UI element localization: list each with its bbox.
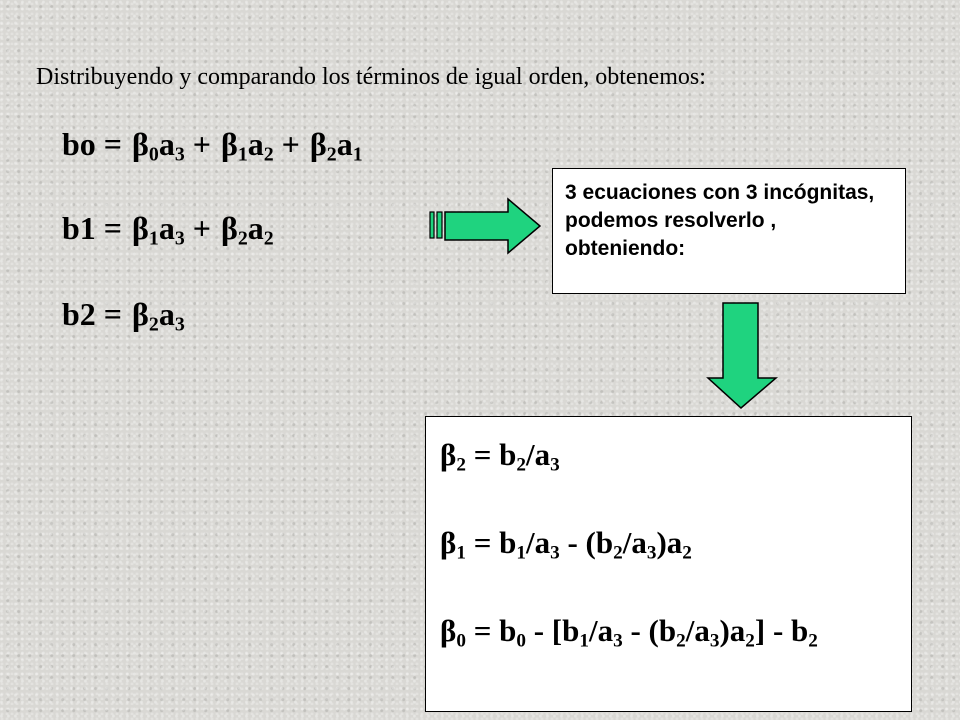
subscript: 1 bbox=[579, 630, 589, 652]
subscript: 1 bbox=[516, 542, 526, 564]
heading-text: Distribuyendo y comparando los términos de igual orden, obtenemos: bbox=[36, 64, 706, 90]
beta-symbol: β bbox=[132, 126, 149, 162]
equation-b1 bbox=[62, 210, 274, 250]
subscript: 2 bbox=[745, 630, 755, 652]
note-box bbox=[552, 168, 906, 294]
result-beta1 bbox=[438, 525, 692, 564]
subscript: 2 bbox=[613, 542, 623, 564]
equation-text: = b bbox=[465, 437, 517, 472]
equation-text: /a bbox=[525, 525, 551, 560]
beta-symbol: β bbox=[440, 437, 457, 472]
subscript: 0 bbox=[148, 143, 159, 166]
equation-text: - [b bbox=[525, 613, 580, 648]
subscript: 0 bbox=[516, 630, 526, 652]
equation-text: bo = bbox=[62, 126, 131, 162]
subscript: 0 bbox=[456, 630, 466, 652]
equation-text: a bbox=[158, 296, 175, 332]
equation-text: - (b bbox=[622, 613, 677, 648]
beta-symbol: β bbox=[440, 525, 457, 560]
subscript: 3 bbox=[174, 143, 185, 166]
equation-text: /a bbox=[588, 613, 614, 648]
equation-text: ] - b bbox=[754, 613, 809, 648]
equation-text: + bbox=[273, 126, 308, 162]
result-beta2 bbox=[438, 437, 560, 476]
beta-symbol: β bbox=[440, 613, 457, 648]
equation-text: + bbox=[184, 126, 219, 162]
subscript: 3 bbox=[646, 542, 657, 564]
equation-text: + bbox=[184, 210, 219, 246]
equation-text: a bbox=[336, 126, 353, 162]
equation-text: a bbox=[158, 210, 175, 246]
note-text: 3 ecuaciones con 3 incógnitas, podemos resolverlo , obteniendo: bbox=[565, 181, 875, 260]
subscript: 2 bbox=[516, 454, 526, 476]
equation-text: - (b bbox=[559, 525, 614, 560]
subscript: 1 bbox=[148, 227, 159, 250]
subscript: 2 bbox=[676, 630, 686, 652]
beta-symbol: β bbox=[132, 296, 149, 332]
equation-text: = b bbox=[465, 613, 517, 648]
equation-text: )a bbox=[719, 613, 746, 648]
subscript: 3 bbox=[613, 630, 623, 652]
subscript: 1 bbox=[456, 542, 466, 564]
subscript: 3 bbox=[550, 454, 560, 476]
equation-text: a bbox=[158, 126, 175, 162]
subscript: 2 bbox=[263, 143, 274, 166]
result-beta0 bbox=[438, 613, 818, 652]
beta-symbol: β bbox=[220, 126, 238, 162]
subscript: 2 bbox=[263, 227, 274, 250]
subscript: 1 bbox=[237, 143, 248, 166]
equation-text: b2 = bbox=[62, 296, 131, 332]
down-arrow-icon bbox=[706, 302, 778, 410]
subscript: 3 bbox=[174, 313, 185, 336]
subscript: 3 bbox=[709, 630, 720, 652]
equation-text: a bbox=[247, 126, 264, 162]
beta-symbol: β bbox=[220, 210, 238, 246]
equation-text: a bbox=[247, 210, 264, 246]
subscript: 3 bbox=[550, 542, 560, 564]
subscript: 3 bbox=[174, 227, 185, 250]
equation-text: /a bbox=[622, 525, 647, 560]
subscript: 2 bbox=[326, 143, 337, 166]
equation-text: = b bbox=[465, 525, 517, 560]
subscript: 2 bbox=[682, 542, 692, 564]
beta-symbol: β bbox=[132, 210, 149, 246]
subscript: 1 bbox=[352, 143, 363, 166]
result-box bbox=[425, 416, 912, 712]
subscript: 2 bbox=[237, 227, 248, 250]
striped-right-arrow-icon bbox=[430, 198, 542, 256]
equation-b2 bbox=[62, 296, 185, 336]
equation-text: b1 = bbox=[62, 210, 131, 246]
equation-bo bbox=[62, 126, 363, 166]
equation-text: )a bbox=[656, 525, 683, 560]
equation-text: /a bbox=[525, 437, 551, 472]
subscript: 2 bbox=[808, 630, 818, 652]
subscript: 2 bbox=[148, 313, 159, 336]
subscript: 2 bbox=[456, 454, 466, 476]
beta-symbol: β bbox=[309, 126, 327, 162]
equation-text: /a bbox=[685, 613, 710, 648]
